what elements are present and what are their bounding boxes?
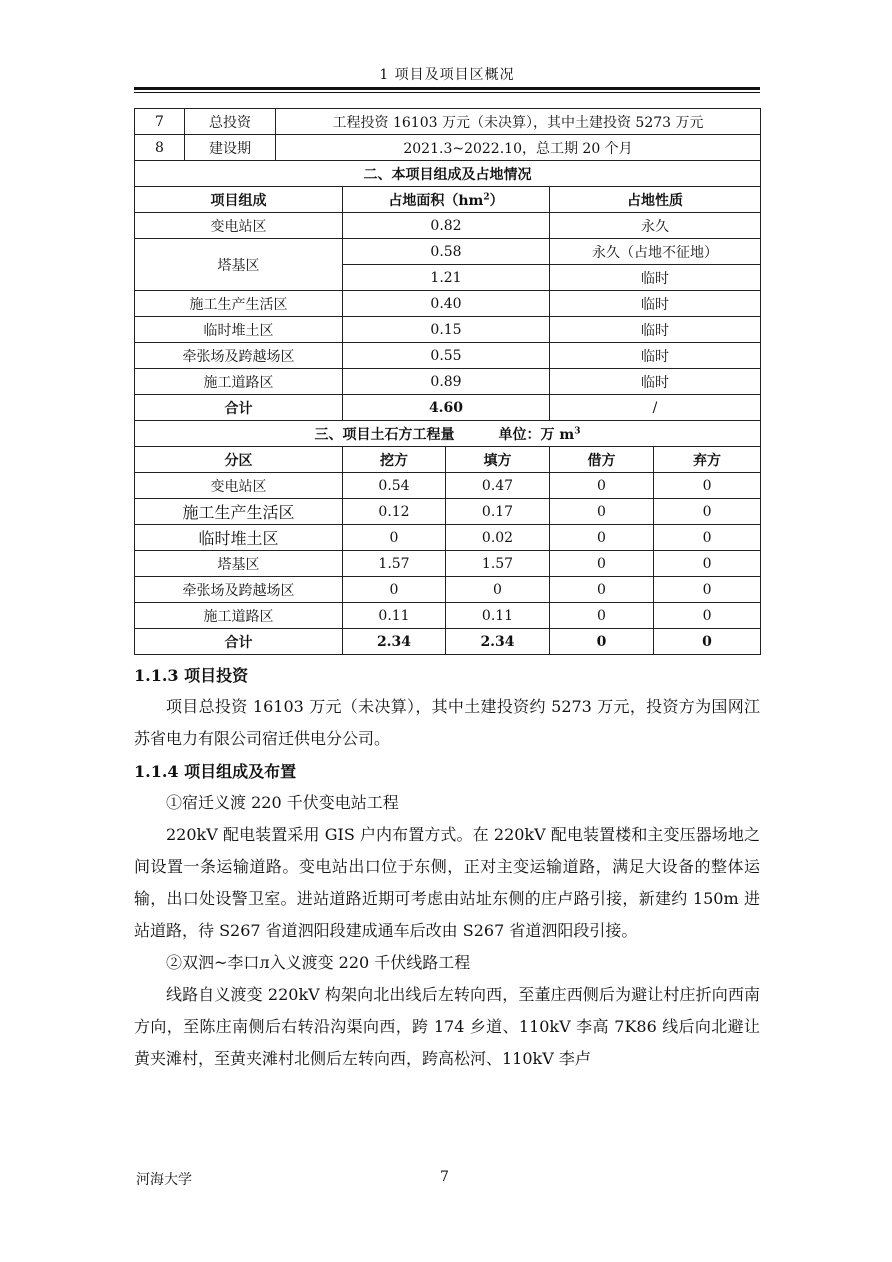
land-header-row xyxy=(135,187,761,213)
section-heading-1-1-4: 1.1.4 项目组成及布置 xyxy=(134,762,297,781)
table-row xyxy=(135,603,761,629)
borrow-cell: 0 xyxy=(550,603,654,629)
row-value: 工程投资 16103 万元（未决算），其中土建投资 5273 万元 xyxy=(276,109,761,135)
col-header: 填方 xyxy=(446,447,550,473)
cut-cell: 0 xyxy=(343,577,446,603)
spoil-cell: 0 xyxy=(654,525,761,551)
item-substation-title: ①宿迁义渡 220 千伏变电站工程 xyxy=(166,793,399,812)
row-label: 建设期 xyxy=(185,135,276,161)
total-label: 合计 xyxy=(135,629,343,655)
table-row xyxy=(135,473,761,499)
zone-cell: 施工生产生活区 xyxy=(135,499,343,525)
borrow-cell: 0 xyxy=(550,525,654,551)
total-fill: 2.34 xyxy=(446,629,550,655)
nature-cell: 临时 xyxy=(550,343,761,369)
spoil-cell: 0 xyxy=(654,551,761,577)
nature-cell: 临时 xyxy=(550,291,761,317)
body-content xyxy=(134,659,760,1075)
zone-cell: 临时堆土区 xyxy=(135,525,343,551)
line-paragraph: 线路自义渡变 220kV 构架向北出线后左转向西，至董庄西侧后为避让村庄折向西南方向，至陈庄南侧后右转沿沟渠向西，跨 174 乡道、110kV 李高 7K86 线后向北避让黄夹滩村，至黄夹滩村北侧后左转向西，跨高松河、110kV 李卢 xyxy=(134,985,760,1068)
component-cell: 塔基区 xyxy=(135,239,343,291)
area-cell: 0.55 xyxy=(343,343,550,369)
nature-cell: 永久（占地不征地） xyxy=(550,239,761,265)
component-cell: 施工道路区 xyxy=(135,369,343,395)
land-section-title: 二、本项目组成及占地情况 xyxy=(135,161,761,187)
spoil-cell: 0 xyxy=(654,577,761,603)
col-header: 项目组成 xyxy=(135,187,343,213)
zone-cell: 施工道路区 xyxy=(135,603,343,629)
cut-cell: 1.57 xyxy=(343,551,446,577)
zone-cell: 变电站区 xyxy=(135,473,343,499)
component-cell: 变电站区 xyxy=(135,213,343,239)
total-spoil: 0 xyxy=(654,629,761,655)
total-label: 合计 xyxy=(135,395,343,421)
table-row xyxy=(135,109,761,135)
col-header: 挖方 xyxy=(343,447,446,473)
section-title-row xyxy=(135,421,761,447)
fill-cell: 0.47 xyxy=(446,473,550,499)
nature-cell: 临时 xyxy=(550,265,761,291)
table-row xyxy=(135,239,761,265)
substation-paragraph: 220kV 配电装置采用 GIS 户内布置方式。在 220kV 配电装置楼和主变压器场地之间设置一条运输道路。变电站出口位于东侧，正对主变运输道路，满足大设备的整体运输，出口处设警卫室。进站道路近期可考虑由站址东侧的庄卢路引接，新建约 150m 进站道路，待 S267 省道泗阳段建成通车后改由 S267 省道泗阳段引接。 xyxy=(134,825,760,940)
col-header: 占地性质 xyxy=(550,187,761,213)
area-cell: 0.82 xyxy=(343,213,550,239)
row-number: 7 xyxy=(135,109,185,135)
table-row xyxy=(135,551,761,577)
table-row xyxy=(135,135,761,161)
table-row xyxy=(135,577,761,603)
table-row xyxy=(135,291,761,317)
borrow-cell: 0 xyxy=(550,499,654,525)
table-row xyxy=(135,369,761,395)
row-label: 总投资 xyxy=(185,109,276,135)
earth-section-title: 三、项目土石方工程量 单位：万 $m^3$ xyxy=(135,421,761,447)
component-cell: 临时堆土区 xyxy=(135,317,343,343)
nature-cell: 永久 xyxy=(550,213,761,239)
cut-cell: 0.54 xyxy=(343,473,446,499)
section-heading-1-1-3: 1.1.3 项目投资 xyxy=(134,666,249,685)
area-cell: 0.58 xyxy=(343,239,550,265)
zone-cell: 牵张场及跨越场区 xyxy=(135,577,343,603)
project-table xyxy=(134,108,761,655)
section-title-row xyxy=(135,161,761,187)
table-row xyxy=(135,317,761,343)
cut-cell: 0.11 xyxy=(343,603,446,629)
table-row xyxy=(135,213,761,239)
total-cut: 2.34 xyxy=(343,629,446,655)
row-value: 2021.3~2022.10，总工期 20 个月 xyxy=(276,135,761,161)
page-header: 1 项目及项目区概况 xyxy=(379,67,515,83)
table-row xyxy=(135,499,761,525)
total-row xyxy=(135,395,761,421)
col-header: 借方 xyxy=(550,447,654,473)
nature-cell: 临时 xyxy=(550,317,761,343)
fill-cell: 0.02 xyxy=(446,525,550,551)
zone-cell: 塔基区 xyxy=(135,551,343,577)
spoil-cell: 0 xyxy=(654,473,761,499)
borrow-cell: 0 xyxy=(550,551,654,577)
row-number: 8 xyxy=(135,135,185,161)
nature-cell: 临时 xyxy=(550,369,761,395)
area-cell: 0.15 xyxy=(343,317,550,343)
footer-institution: 河海大学 xyxy=(136,1172,192,1188)
header-rule-thick xyxy=(134,87,760,90)
col-header: 弃方 xyxy=(654,447,761,473)
cut-cell: 0.12 xyxy=(343,499,446,525)
earth-header-row xyxy=(135,447,761,473)
col-header: 占地面积$(hm^2)$ xyxy=(343,187,550,213)
borrow-cell: 0 xyxy=(550,577,654,603)
component-cell: 牵张场及跨越场区 xyxy=(135,343,343,369)
total-borrow: 0 xyxy=(550,629,654,655)
fill-cell: 0 xyxy=(446,577,550,603)
table-row xyxy=(135,525,761,551)
spoil-cell: 0 xyxy=(654,499,761,525)
table-row xyxy=(135,343,761,369)
total-area: 4.60 xyxy=(343,395,550,421)
header-rule-thin xyxy=(134,92,760,93)
page-number: 7 xyxy=(440,1169,449,1185)
fill-cell: 0.17 xyxy=(446,499,550,525)
spoil-cell: 0 xyxy=(654,603,761,629)
total-nature: / xyxy=(550,395,761,421)
area-cell: 0.40 xyxy=(343,291,550,317)
area-cell: 0.89 xyxy=(343,369,550,395)
investment-paragraph: 项目总投资 16103 万元（未决算），其中土建投资约 5273 万元，投资方为国网江苏省电力有限公司宿迁供电分公司。 xyxy=(134,697,760,748)
area-cell: 1.21 xyxy=(343,265,550,291)
borrow-cell: 0 xyxy=(550,473,654,499)
fill-cell: 0.11 xyxy=(446,603,550,629)
item-line-title: ②双泗~李口л入义渡变 220 千伏线路工程 xyxy=(166,953,471,972)
fill-cell: 1.57 xyxy=(446,551,550,577)
total-row xyxy=(135,629,761,655)
component-cell: 施工生产生活区 xyxy=(135,291,343,317)
col-header: 分区 xyxy=(135,447,343,473)
cut-cell: 0 xyxy=(343,525,446,551)
